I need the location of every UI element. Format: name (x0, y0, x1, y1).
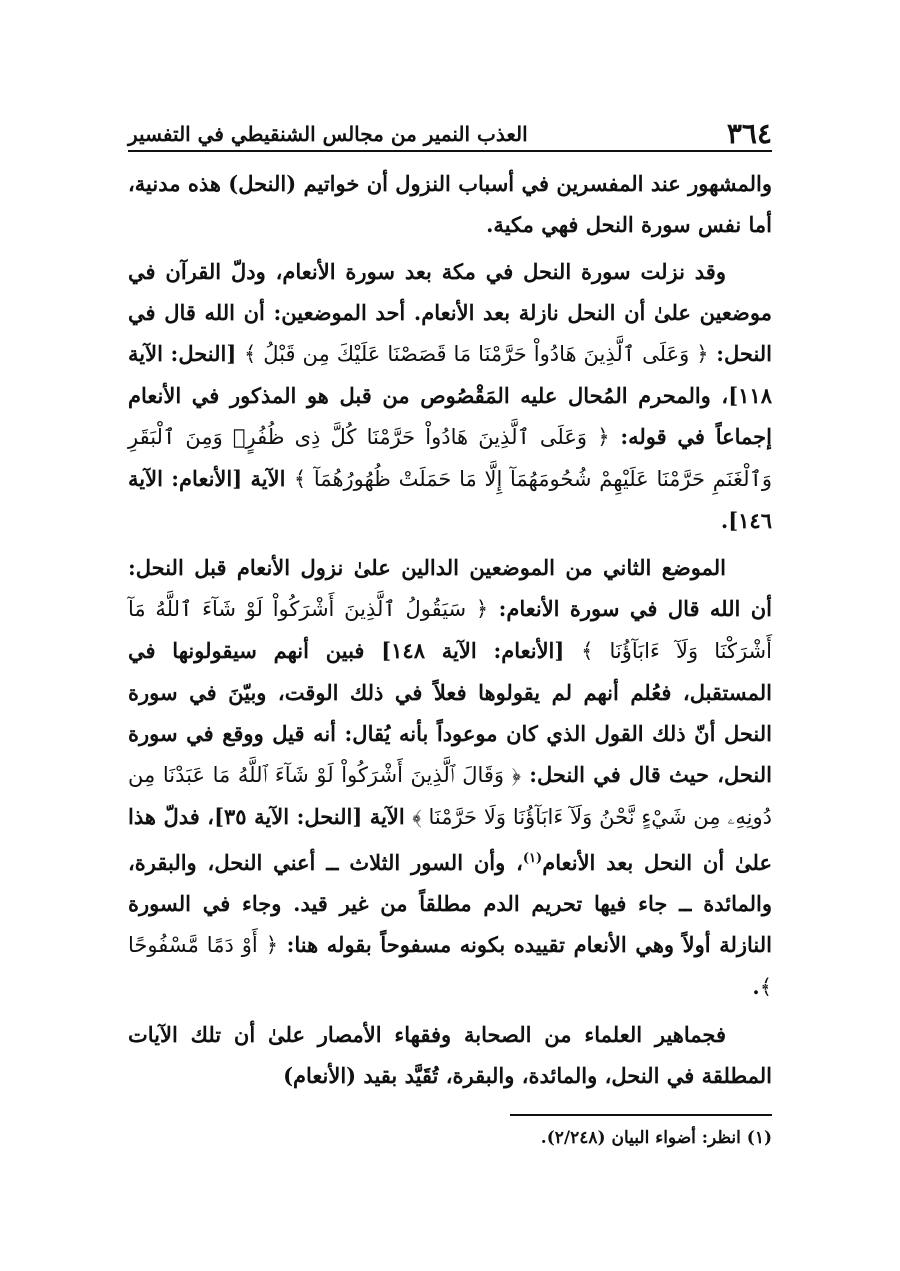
running-title: العذب النمير من مجالس الشنقيطي في التفسير (128, 122, 528, 146)
quran-verse: ﴿ سَيَقُولُ ٱلَّذِينَ أَشْرَكُواْ لَوْ شَآءَ ٱللَّهُ مَآ أَشْرَكْنَا وَلَآ ءَابَآؤُنَا ﴾ (128, 597, 772, 663)
paragraph: والمشهور عند المفسرين في أسباب النزول أن خواتيم (النحل) هذه مدنية، أما نفس سورة النحل فهي مكية. (128, 171, 772, 237)
header-rule (128, 150, 772, 152)
footnote-number: (١) (746, 1128, 772, 1148)
footnote-rule (510, 1114, 772, 1116)
paragraph: فجماهير العلماء من الصحابة وفقهاء الأمصار علىٰ أن تلك الآيات المطلقة في النحل، والمائدة، والبقرة، تُقَيَّد بقيد (الأنعام) (128, 1022, 772, 1088)
quran-verse: ﴿ وَعَلَى ٱلَّذِينَ هَادُواْ حَرَّمْنَا كُلَّ ذِى ظُفُرٍۖ وَمِنَ ٱلْبَقَرِ وَٱلْغَنَمِ حَرَّمْنَا عَلَيْهِمْ شُحُومَهُمَآ إِلَّا مَا حَمَلَتْ ظُهُورُهُمَآ ﴾ (128, 425, 773, 491)
page-number: ٣٦٤ (726, 117, 772, 150)
page-header (128, 104, 772, 148)
footnote-text: انظر: أضواء البيان (٢/٢٤٨). (540, 1128, 741, 1148)
main-text (128, 163, 772, 1102)
footnote (128, 1124, 772, 1152)
quran-verse: ﴿ وَقَالَ ٱلَّذِينَ أَشْرَكُواْ لَوْ شَآءَ ٱللَّهُ مَا عَبَدْنَا مِن دُونِهِۦ مِن شَيْءٍ نَّحْنُ وَلَآ ءَابَآؤُنَا وَلَا حَرَّمْنَا ﴾ (128, 763, 773, 829)
quran-verse: ﴿ وَعَلَى ٱلَّذِينَ هَادُواْ حَرَّمْنَا مَا قَصَصْنَا عَلَيْكَ مِن قَبْلُ ﴾ (243, 342, 709, 366)
footnote-reference[interactable]: (١) (522, 851, 543, 866)
paragraph: الموضع الثاني من الموضعين الدالين علىٰ نزول الأنعام قبل النحل: أن الله قال في سورة الأنعام: ﴿ سَيَقُولُ ٱلَّذِينَ أَشْرَكُواْ لَوْ شَآءَ ٱللَّهُ مَآ أَشْرَكْنَا وَلَآ ءَابَآؤُنَا ﴾ [الأنعام: الآية ١٤٨] فبين أنهم سيقولونها في المستقبل، فعُلم أنهم لم يقولوها فعلاً في ذلك الوقت، وبيّنَ في سورة النحل أنّ ذلك القول الذي كان موعوداً بأنه يُقال: أنه قيل ووقع في سورة النحل، حيث قال في النحل: ﴿ وَقَالَ ٱلَّذِينَ أَشْرَكُواْ لَوْ شَآءَ ٱللَّهُ مَا عَبَدْنَا مِن دُونِهِۦ مِن شَيْءٍ نَّحْنُ وَلَآ ءَابَآؤُنَا وَلَا حَرَّمْنَا ﴾ الآية [النحل: الآية ٣٥]، فدلّ هذا علىٰ أن النحل بعد الأنعام$^{(١)}$، وأن السور الثلاث ــ أعني النحل، والبقرة، والمائدة ــ جاء فيها تحريم الدم مطلقاً من غير قيد. وجاء في السورة النازلة أولاً وهي الأنعام تقييده بكونه مسفوحاً بقوله هنا: ﴿ أَوْ دَمًا مَّسْفُوحًا ﴾. (128, 555, 773, 999)
quran-verse: ﴿ أَوْ دَمًا مَّسْفُوحًا ﴾ (128, 933, 772, 999)
paragraph: وقد نزلت سورة النحل في مكة بعد سورة الأنعام، ودلّ القرآن في موضعين علىٰ أن النحل نازلة بعد الأنعام. أحد الموضعين: أن الله قال في النحل: ﴿ وَعَلَى ٱلَّذِينَ هَادُواْ حَرَّمْنَا مَا قَصَصْنَا عَلَيْكَ مِن قَبْلُ ﴾ [النحل: الآية ١١٨]، والمحرم المُحال عليه المَقْصُوص من قبل هو المذكور في الأنعام إجماعاً في قوله: ﴿ وَعَلَى ٱلَّذِينَ هَادُواْ حَرَّمْنَا كُلَّ ذِى ظُفُرٍۖ وَمِنَ ٱلْبَقَرِ وَٱلْغَنَمِ حَرَّمْنَا عَلَيْهِمْ شُحُومَهُمَآ إِلَّا مَا حَمَلَتْ ظُهُورُهُمَآ ﴾ الآية [الأنعام: الآية ١٤٦]. (128, 259, 773, 533)
